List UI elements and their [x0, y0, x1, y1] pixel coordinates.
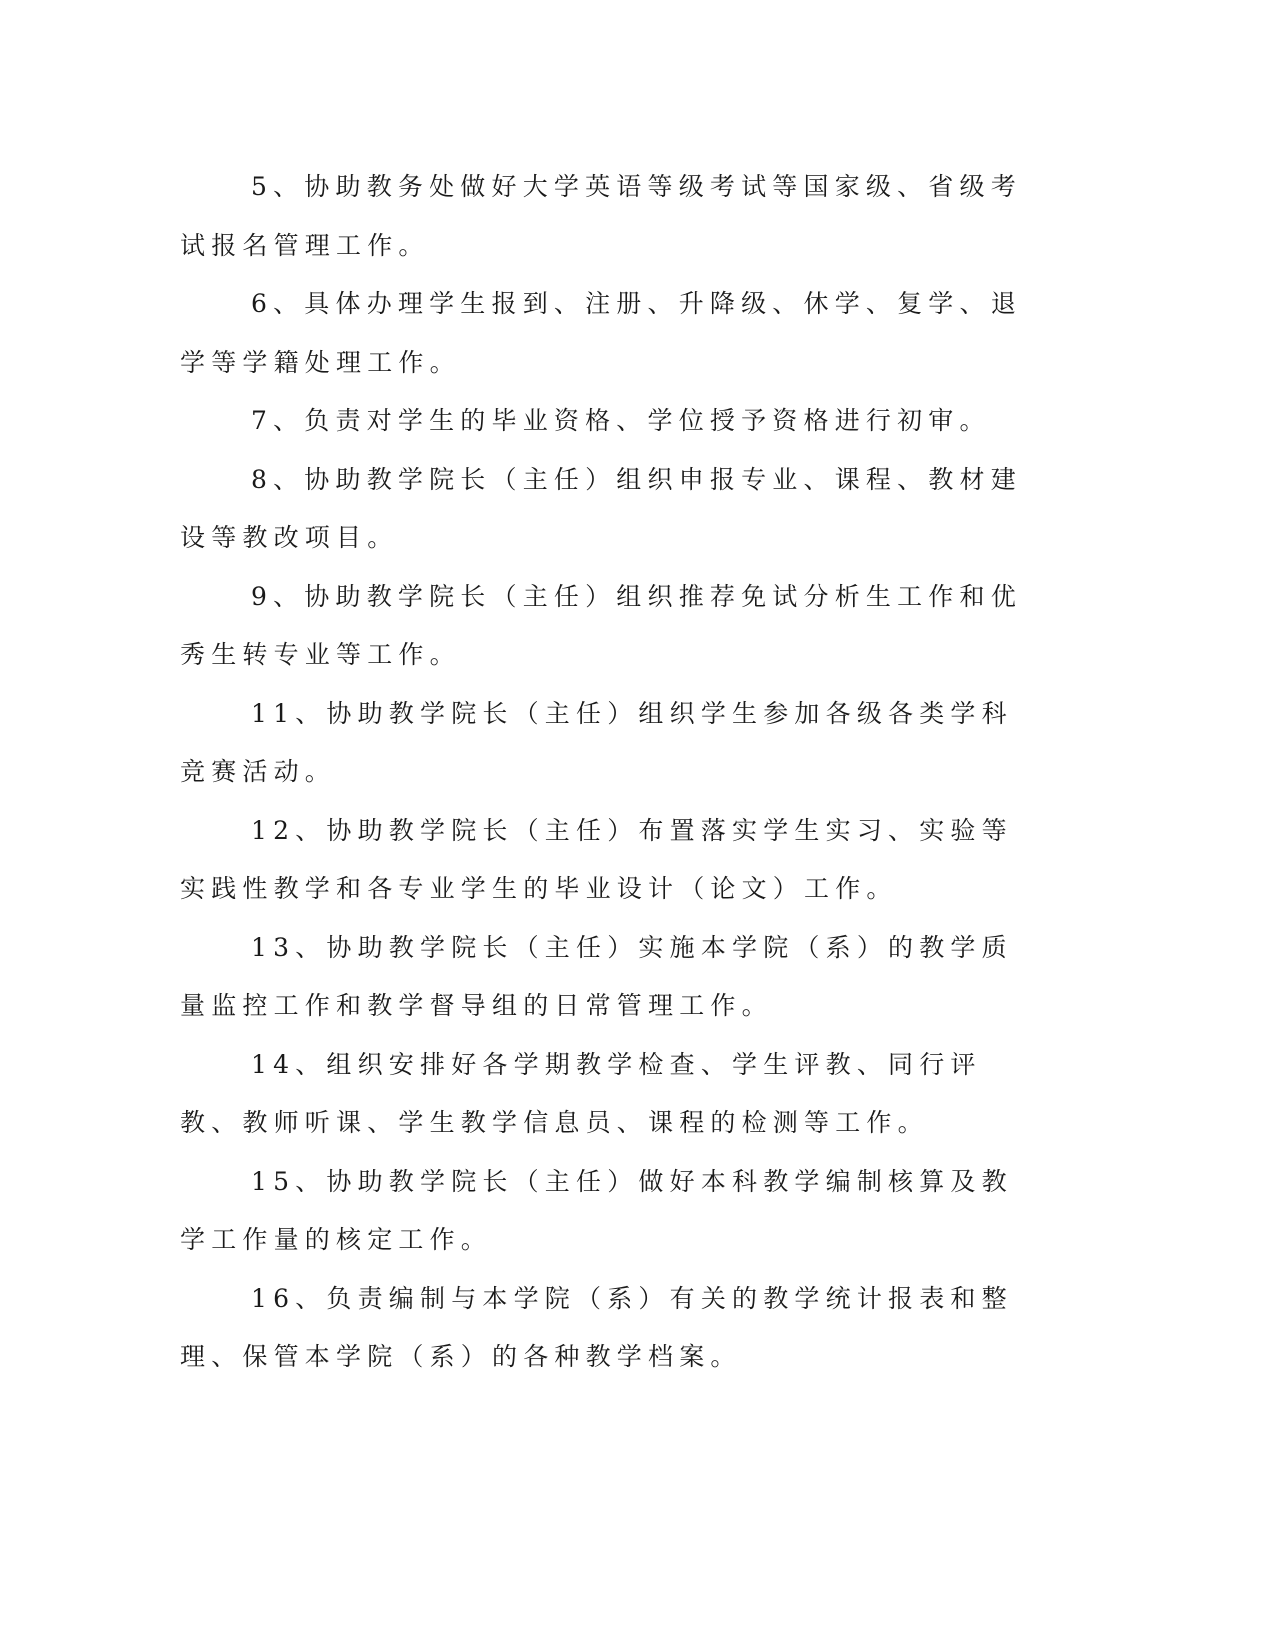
- paragraph-item-12: 12、协助教学院长（主任）布置落实学生实习、实验等实践性教学和各专业学生的毕业设计（论文）工作。: [180, 815, 1013, 903]
- paragraph-item-6: 6、具体办理学生报到、注册、升降级、休学、复学、退学等学籍处理工作。: [180, 289, 1022, 377]
- paragraph-item-15: 15、协助教学院长（主任）做好本科教学编制核算及教学工作量的核定工作。: [180, 1166, 1013, 1254]
- paragraph-item-9: 9、协助教学院长（主任）组织推荐免试分析生工作和优秀生转专业等工作。: [180, 581, 1022, 669]
- paragraph-item-16: 16、负责编制与本学院（系）有关的教学统计报表和整理、保管本学院（系）的各种教学档案。: [180, 1283, 1013, 1371]
- paragraph-item-7: 7、负责对学生的毕业资格、学位授予资格进行初审。: [251, 406, 991, 435]
- paragraph-item-5: 5、协助教务处做好大学英语等级考试等国家级、省级考试报名管理工作。: [180, 172, 1022, 260]
- document-body: [180, 158, 1035, 1387]
- paragraph-item-13: 13、协助教学院长（主任）实施本学院（系）的教学质量监控工作和教学督导组的日常管理工作。: [180, 932, 1013, 1020]
- paragraph-item-14: 14、组织安排好各学期教学检查、学生评教、同行评教、教师听课、学生教学信息员、课程的检测等工作。: [180, 1049, 982, 1137]
- paragraph-item-8: 8、协助教学院长（主任）组织申报专业、课程、教材建设等教改项目。: [180, 464, 1022, 552]
- paragraph-item-11: 11、协助教学院长（主任）组织学生参加各级各类学科竞赛活动。: [180, 698, 1013, 786]
